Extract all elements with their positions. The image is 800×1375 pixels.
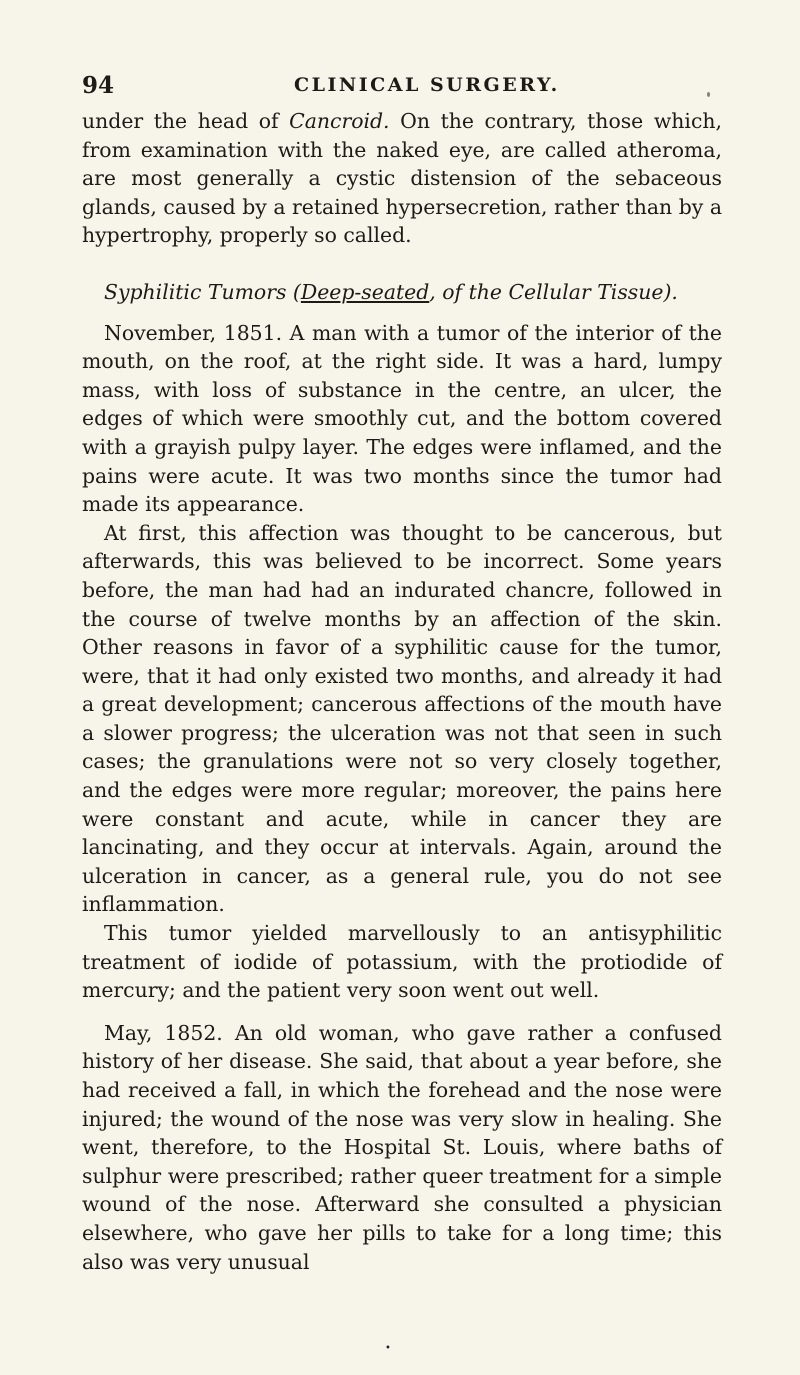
running-head: CLINICAL SURGERY.: [294, 74, 560, 96]
section-title-part1: Syphilitic Tumors (: [104, 279, 301, 304]
paragraph-intro: [82, 107, 722, 250]
page-header: [82, 72, 722, 112]
page-number: 94: [82, 72, 115, 99]
section-title-part3: , of the Cellular Tissue).: [429, 279, 678, 304]
paragraph-diagnosis: At first, this affection was thought to be cancerous, but afterwards, this was believed to be incorrect. Some years before, the man had had an indurated chancre, followed in the course of twelve months by an affection of the skin. Other reasons in favor of a syphilitic cause for the tumor, were, that it had only existed two months, and already it had a great development; cancerous affections of the mouth have a slower progress; the ulceration was not that seen in such cases; the granulations were not so very closely together, and the edges were more regular; moreover, the pains here were constant and acute, while in cancer they are lancinating, and they occur at intervals. Again, around the ulceration in cancer, as a general rule, you do not see inflammation.: [82, 520, 722, 917]
intro-text-after: On the contrary, those which, from examination with the naked eye, are called atheroma, are most generally a cystic distension of the sebaceous glands, caused by a retained hypersecretion, rather than by a hypertrophy, properly so called.: [82, 109, 722, 248]
footer-mark: •: [385, 1343, 391, 1354]
paragraph-case-1852: May, 1852. An old woman, who gave rather a confused history of her disease. She said, that about a year before, she had received a fall, in which the forehead and the nose were injured; the wound of the nose was very slow in healing. She went, therefore, to the Hospital St. Louis, where baths of sulphur were prescribed; rather queer treatment for a simple wound of the nose. Afterward she consulted a physician elsewhere, who gave her pills to take for a long time; this also was very unusual: [82, 1020, 722, 1274]
paragraph-case-1851: November, 1851. A man with a tumor of the interior of the mouth, on the roof, at the right side. It was a hard, lumpy mass, with loss of substance in the centre, an ulcer, the edges of which were smoothly cut, and the bottom covered with a grayish pulpy layer. The edges were inflamed, and the pains were acute. It was two months since the tumor had made its appearance.: [82, 320, 722, 517]
intro-text-before: under the head of: [82, 109, 290, 133]
paragraph-treatment: This tumor yielded marvellously to an antisyphilitic treatment of iodide of potassium, with the protiodide of mercury; and the patient very soon went out well.: [82, 921, 722, 1003]
intro-term-cancroid: Cancroid.: [289, 109, 390, 133]
section-title: [82, 278, 722, 307]
print-speck: [707, 92, 710, 97]
section-title-part2: Deep-seated: [300, 279, 430, 304]
body-text: [82, 107, 722, 1276]
